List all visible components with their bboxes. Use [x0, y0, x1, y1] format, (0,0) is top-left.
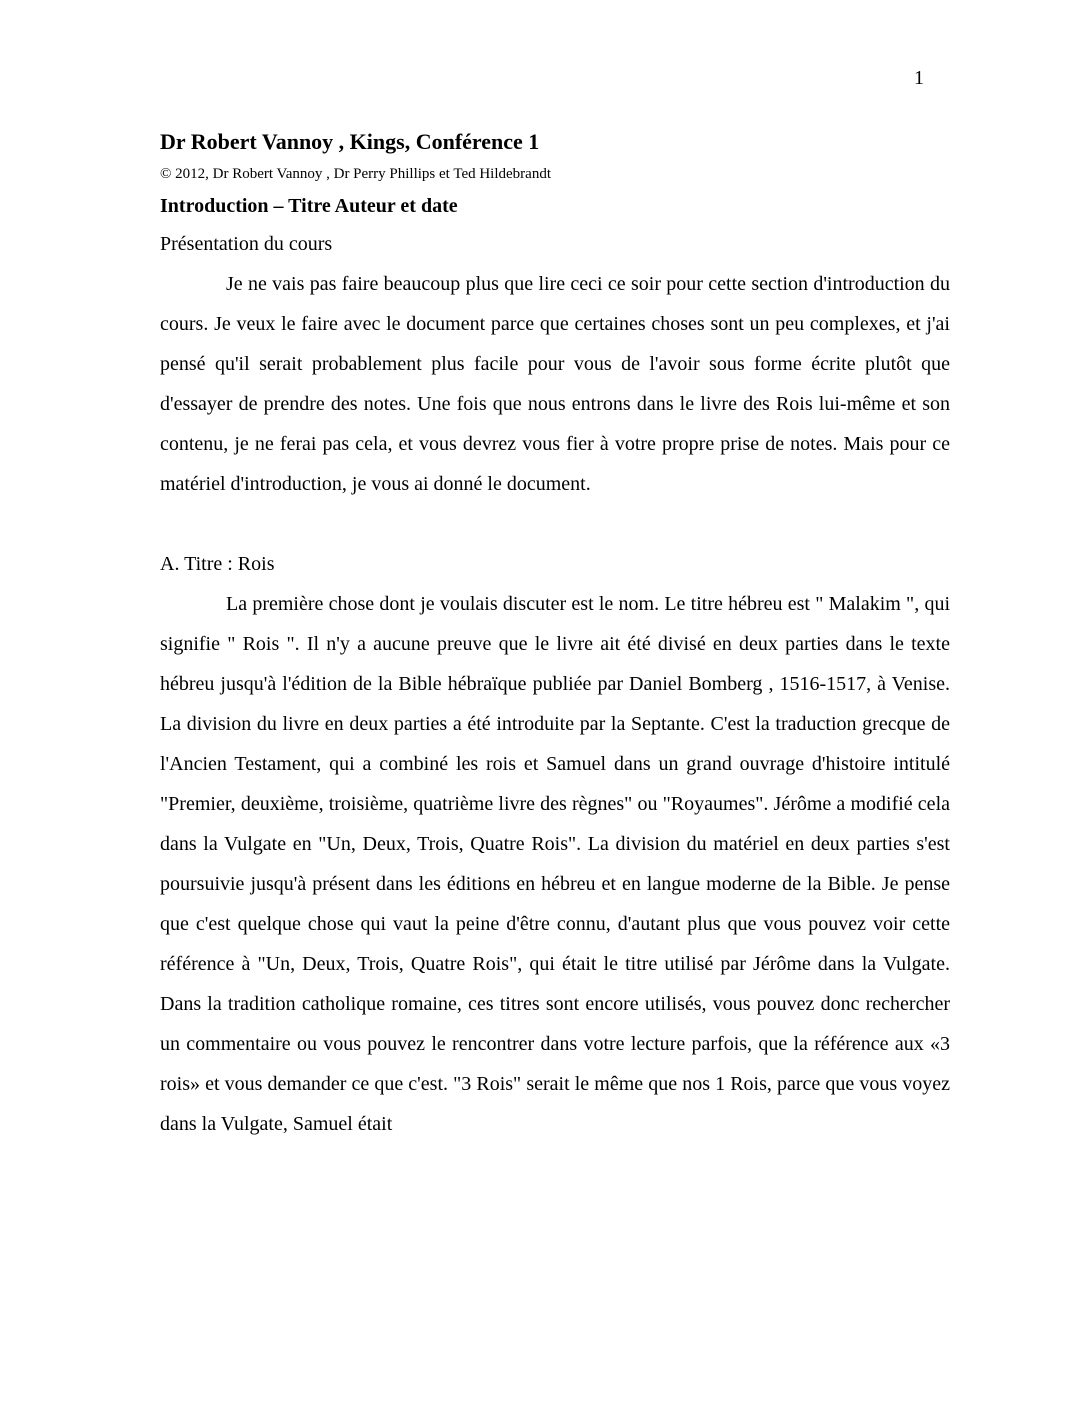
paragraph-spacer	[160, 504, 950, 544]
intro-paragraph: Je ne vais pas faire beaucoup plus que lire ceci ce soir pour cette section d'introduction du cours. Je veux le faire avec le document parce que certaines choses sont un peu complexes, et j'ai pensé qu'il serait probablement plus facile pour vous de l'avoir sous forme écrite plutôt que d'essayer de prendre des notes. Une fois que nous entrons dans le livre des Rois lui-même et son contenu, je ne ferai pas cela, et vous devrez vous fier à votre propre prise de notes. Mais pour ce matériel d'introduction, je vous ai donné le document.	[160, 273, 950, 495]
section-heading: Introduction – Titre Auteur et date	[160, 195, 458, 217]
subsection-title-heading: A. Titre : Rois	[160, 553, 275, 575]
document-body	[160, 124, 950, 1144]
page-number: 1	[914, 67, 924, 89]
copyright-notice: © 2012, Dr Robert Vannoy , Dr Perry Phillips et Ted Hildebrandt	[160, 166, 551, 182]
title-paragraph: La première chose dont je voulais discuter est le nom. Le titre hébreu est " Malakim ", qui signifie " Rois ". Il n'y a aucune preuve que le livre ait été divisé en deux parties dans le texte hébreu jusqu'à l'édition de la Bible hébraïque publiée par Daniel Bomberg , 1516-1517, à Venise. La division du livre en deux parties a été introduite par la Septante. C'est la traduction grecque de l'Ancien Testament, qui a combiné les rois et Samuel dans un grand ouvrage d'histoire intitulé "Premier, deuxième, troisième, quatrième livre des règnes" ou "Royaumes". Jérôme a modifié cela dans la Vulgate en "Un, Deux, Trois, Quatre Rois". La division du matériel en deux parties s'est poursuivie jusqu'à présent dans les éditions en hébreu et en langue moderne de la Bible. Je pense que c'est quelque chose qui vaut la peine d'être connu, d'autant plus que vous pouvez voir cette référence à "Un, Deux, Trois, Quatre Rois", qui était le titre utilisé par Jérôme dans la Vulgate. Dans la tradition catholique romaine, ces titres sont encore utilisés, vous pouvez donc rechercher un commentaire ou vous pouvez le rencontrer dans votre lecture parfois, que la référence aux «3 rois» et vous demander ce que c'est. "3 Rois" serait le même que nos 1 Rois, parce que vous voyez dans la Vulgate, Samuel était	[160, 593, 950, 1135]
course-presentation-heading: Présentation du cours	[160, 233, 333, 255]
document-title: Dr Robert Vannoy , Kings, Conférence 1	[160, 129, 540, 154]
